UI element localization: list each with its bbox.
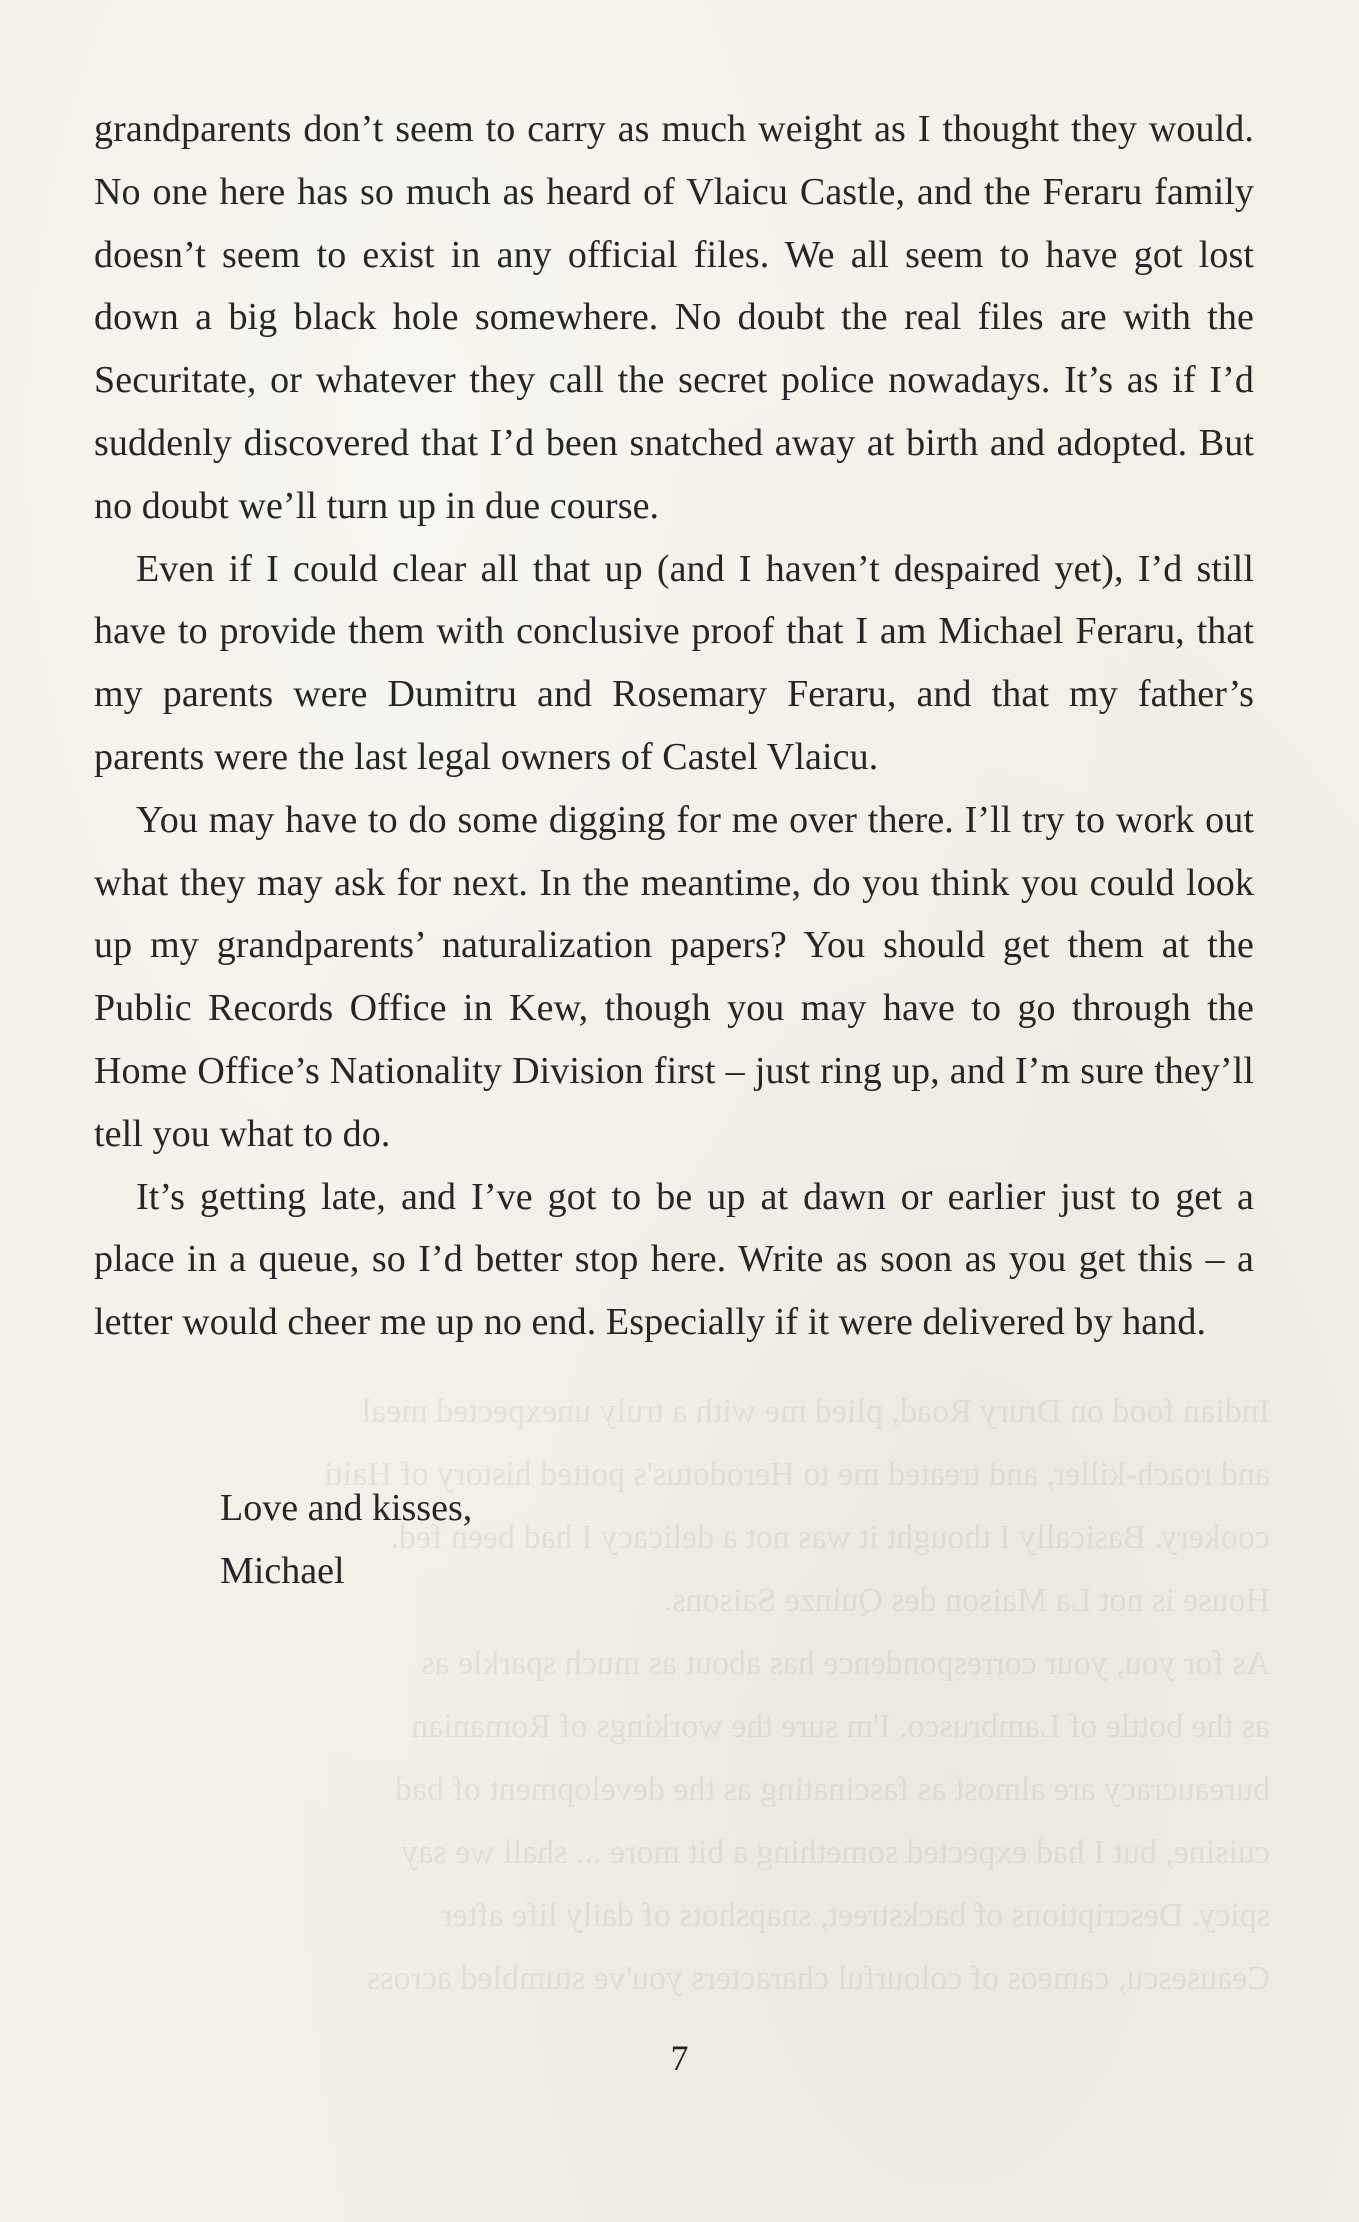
signature: Michael <box>220 1550 345 1592</box>
paragraph-2: Even if I could clear all that up (and I haven’t despaired yet), I’d still have to provide them with conclusive proof that I am Michael Feraru, that my parents were Dumitru and Rosemary Feraru, and that my father’s parents were the last legal owners of Castel Vlaicu. <box>94 547 1254 778</box>
paragraph-4: It’s getting late, and I’ve got to be up at dawn or earlier just to get a place in a queue, so I’d better stop here. Write as soon as you get this – a letter would cheer me up no end. Especially if it were delivered by hand. <box>94 1175 1254 1344</box>
letter-closing <box>220 1477 472 1603</box>
page-number: 7 <box>670 2038 689 2078</box>
paragraph-3: You may have to do some digging for me over there. I’ll try to work out what they may ask for next. In the meantime, do you think you could look up my grandparents’ naturalization papers? You should get them at the Public Records Office in Kew, though you may have to go through the Home Office’s Nationality Division first – just ring up, and I’m sure they’ll tell you what to do. <box>94 798 1254 1155</box>
bleed-through-text: Indian food on Drury Road, plied me with a truly unexpected meal and roach-killer, and treated me to Herodotus's potted history of Haiti cookery. Basically I thought it was not a delicacy I had been fed. House is not La Maison des Quinze Saisons. As for you, your correspondence has about as much sparkle as as the bottle of Lambrusco. I'm sure the workings of Romanian bureaucracy are almost as fascinating as the development of bad cuisine, but I had expected something a bit more ... shall we say spicy. Descriptions of backstreet, snapshots of daily life after Ceausescu, cameos of colourful characters you've stumbled across <box>323 1393 1270 1997</box>
closing-line: Love and kisses, <box>220 1487 473 1529</box>
letter-body <box>94 98 1254 1354</box>
paragraph-1: grandparents don’t seem to carry as much weight as I thought they would. No one here has so much as heard of Vlaicu Castle, and the Feraru family doesn’t seem to exist in any official files. We all seem to have got lost down a big black hole somewhere. No doubt the real files are with the Securitate, or whatever they call the secret police nowadays. It’s as if I’d suddenly discovered that I’d been snatched away at birth and adopted. But no doubt we’ll turn up in due course. <box>94 108 1254 527</box>
